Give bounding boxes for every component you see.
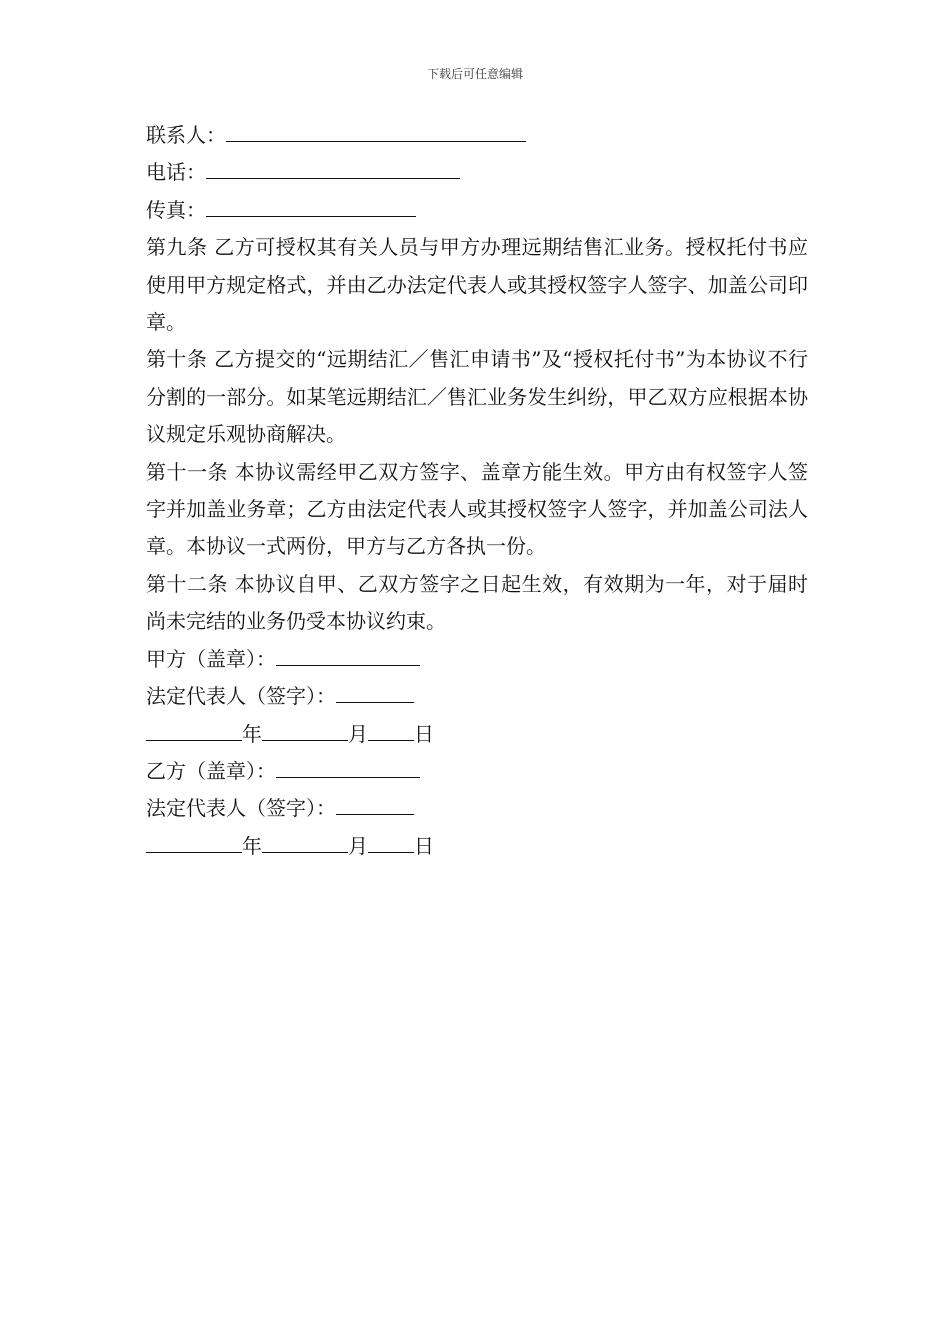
- party-a-seal-line: [146, 641, 808, 678]
- party-a-day-label: 日: [414, 721, 434, 746]
- fax-label: 传真：: [146, 197, 206, 222]
- phone-line: [146, 154, 808, 191]
- party-b-seal-blank[interactable]: [276, 753, 420, 778]
- party-a-year-blank[interactable]: [146, 716, 242, 741]
- party-b-seal-line: [146, 753, 808, 790]
- phone-blank[interactable]: [206, 154, 460, 179]
- party-a-rep-label: 法定代表人（签字）：: [146, 684, 336, 709]
- party-b-seal-label: 乙方（盖章）：: [146, 758, 276, 783]
- fax-blank[interactable]: [206, 192, 416, 217]
- party-a-day-blank[interactable]: [368, 716, 414, 741]
- contact-label: 联系人：: [146, 123, 226, 147]
- party-b-rep-label: 法定代表人（签字）：: [146, 796, 336, 821]
- header-note: 下载后可任意编辑: [426, 67, 523, 81]
- document-body: [146, 117, 808, 865]
- clause-10: 第十条 乙方提交的“远期结汇／售汇申请书”及“授权托付书”为本协议不行分割的一部分。如某笔远期结汇／售汇业务发生纠纷，甲乙双方应根据本协议规定乐观协商解决。: [146, 347, 808, 447]
- contact-blank[interactable]: [226, 117, 526, 142]
- clause-9: 第九条 乙方可授权其有关人员与甲方办理远期结售汇业务。授权托付书应使用甲方规定格式，并由乙办法定代表人或其授权签字人签字、加盖公司印章。: [146, 235, 808, 335]
- party-b-day-label: 日: [414, 833, 434, 858]
- phone-label: 电话：: [146, 160, 206, 185]
- party-a-month-label: 月: [348, 721, 368, 746]
- party-b-day-blank[interactable]: [368, 828, 414, 853]
- contact-line: [146, 117, 808, 154]
- clause-11: 第十一条 本协议需经甲乙双方签字、盖章方能生效。甲方由有权签字人签字并加盖业务章；乙方由法定代表人或其授权签字人签字，并加盖公司法人章。本协议一式两份，甲方与乙方各执一份。: [146, 459, 808, 559]
- party-b-date-line: [146, 828, 808, 865]
- party-b-month-label: 月: [348, 833, 368, 858]
- party-a-date-line: [146, 716, 808, 753]
- fax-line: [146, 192, 808, 229]
- party-b-month-blank[interactable]: [262, 828, 348, 853]
- party-a-seal-label: 甲方（盖章）：: [146, 646, 276, 671]
- party-a-seal-blank[interactable]: [276, 641, 420, 666]
- clause-12: 第十二条 本协议自甲、乙双方签字之日起生效，有效期为一年，对于届时尚未完结的业务仍受本协议约束。: [146, 571, 808, 634]
- party-b-year-label: 年: [242, 833, 262, 858]
- party-b-rep-blank[interactable]: [336, 790, 414, 815]
- party-a-year-label: 年: [242, 721, 262, 746]
- party-b-rep-line: [146, 790, 808, 827]
- party-b-year-blank[interactable]: [146, 828, 242, 853]
- party-a-month-blank[interactable]: [262, 716, 348, 741]
- party-a-rep-line: [146, 678, 808, 715]
- party-a-rep-blank[interactable]: [336, 678, 414, 703]
